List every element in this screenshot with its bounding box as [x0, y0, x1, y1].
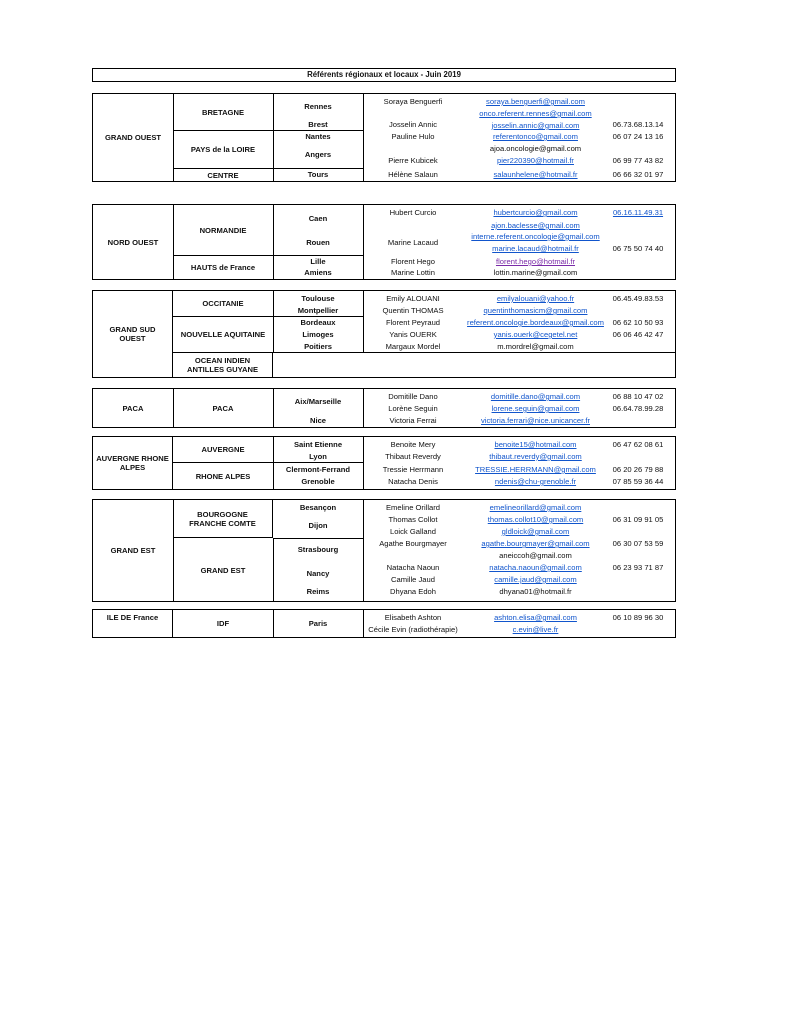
contact-email[interactable]: agathe.bourgmayer@gmail.com [481, 539, 590, 548]
subregion-name: NOUVELLE AQUITAINE [173, 317, 274, 353]
contact-phone: 06.64.78.99.28 [612, 404, 664, 413]
region-block-paca [92, 388, 676, 428]
contact-name: Emily ALOUANI [386, 294, 440, 303]
contact-name: Cécile Evin (radiothérapie) [368, 625, 458, 634]
city-label: Paris [308, 619, 328, 628]
contact-name: Victoria Ferrai [389, 416, 437, 425]
contact-name: Agathe Bourgmayer [379, 539, 447, 548]
contact-phone: 06 07 24 13 16 [612, 132, 664, 141]
contact-email[interactable]: thomas.collot10@gmail.com [487, 515, 584, 524]
subregion-name: NORMANDIE [173, 205, 274, 256]
city-label: Amiens [304, 268, 332, 277]
contact-name: Margaux Mordel [385, 342, 441, 351]
region-name: GRAND OUEST [93, 94, 174, 181]
city-label: Rennes [304, 102, 332, 111]
contact-phone: 06 20 26 79 88 [612, 465, 664, 474]
city-label: Angers [304, 150, 332, 159]
subregion-name: BRETAGNE [173, 94, 274, 131]
city-label: Lyon [309, 452, 327, 461]
contact-email[interactable]: gldloick@gmail.com [501, 527, 570, 536]
city-label: Rouen [306, 238, 330, 247]
contact-email[interactable]: ajon.baclesse@gmail.com [491, 221, 580, 230]
region-block-ile-de-france [92, 609, 676, 638]
contact-phone[interactable]: 06.16.11.49.31 [612, 208, 664, 217]
city-label: Limoges [302, 330, 334, 339]
city-label: Besançon [299, 503, 337, 512]
region-name: NORD OUEST [93, 205, 174, 279]
contact-email[interactable]: TRESSIE.HERRMANN@gmail.com [475, 465, 596, 474]
contact-name: Marine Lottin [391, 268, 435, 277]
contact-email[interactable]: ashton.elisa@gmail.com [494, 613, 577, 622]
city-label: Grenoble [301, 477, 335, 486]
contact-email[interactable]: camille.jaud@gmail.com [494, 575, 577, 584]
subregion-name: OCEAN INDIEN ANTILLES GUYANE [173, 353, 273, 377]
contact-name: Camille Jaud [391, 575, 435, 584]
contact-phone: 06 06 46 42 47 [612, 330, 664, 339]
contact-name: Domitille Dano [388, 392, 438, 401]
contact-email[interactable]: benoite15@hotmail.com [494, 440, 577, 449]
contact-email[interactable]: yanis.ouerk@cegetel.net [493, 330, 578, 339]
city-label: Nantes [305, 132, 331, 141]
city-label: Lille [310, 257, 326, 266]
subregion-name: PAYS de la LOIRE [173, 131, 274, 169]
contact-name: Florent Peyraud [385, 318, 441, 327]
subregion-name: IDF [173, 610, 274, 637]
contact-phone: 06.45.49.83.53 [612, 294, 664, 303]
region-block-grand-sud-ouest [92, 290, 676, 378]
contact-email[interactable]: soraya.benguerfi@gmail.com [486, 97, 585, 106]
contact-email[interactable]: onco.referent.rennes@gmail.com [479, 109, 592, 118]
contact-email[interactable]: interne.referent.oncologie@gmail.com [471, 232, 600, 241]
contact-name: Pierre Kubicek [388, 156, 438, 165]
city-label: Clermont-Ferrand [285, 465, 351, 474]
subregion-name: HAUTS de France [173, 256, 274, 279]
contact-email[interactable]: ajoa.oncologie@gmail.com [489, 144, 582, 153]
city-label: Caen [308, 214, 328, 223]
contact-phone: 06 47 62 08 61 [612, 440, 664, 449]
contact-phone: 06 99 77 43 82 [612, 156, 664, 165]
city-label: Saint Etienne [293, 440, 343, 449]
contact-email[interactable]: emilyalouani@yahoo.fr [496, 294, 575, 303]
contact-name: Lorène Seguin [388, 404, 438, 413]
contact-name: Loick Galland [389, 527, 436, 536]
contact-email[interactable]: victoria.ferrari@nice.unicancer.fr [481, 416, 590, 425]
city-label: Nice [309, 416, 327, 425]
region-block-grand-est [92, 499, 676, 602]
contact-name: Yanis OUERK [389, 330, 437, 339]
city-label: Tours [307, 170, 329, 179]
contact-phone: 06 75 50 74 40 [612, 244, 664, 253]
contact-phone: 06 66 32 01 97 [612, 170, 664, 179]
contact-name: Thibaut Reverdy [385, 452, 441, 461]
row-divider [173, 352, 675, 353]
contact-name: Natacha Naoun [386, 563, 440, 572]
contact-email[interactable]: thibaut.reverdy@gmail.com [489, 452, 582, 461]
contact-phone: 06 30 07 53 59 [612, 539, 664, 548]
subregion-name: RHONE ALPES [173, 463, 274, 489]
contact-phone: 07 85 59 36 44 [612, 477, 664, 486]
contact-email[interactable]: pier220390@hotmail.fr [497, 156, 574, 165]
contact-email[interactable]: lottin.marine@gmail.com [493, 268, 578, 277]
contact-phone: 06 10 89 96 30 [612, 613, 664, 622]
contact-name: Hélène Salaun [388, 170, 438, 179]
contact-name: Florent Hego [391, 257, 435, 266]
city-label: Dijon [308, 521, 328, 530]
region-name: ILE DE France [93, 610, 173, 637]
contact-name: Josselin Annic [388, 120, 438, 129]
city-label: Bordeaux [300, 318, 336, 327]
contact-email[interactable]: referentonco@gmail.com [493, 132, 578, 141]
subregion-name: PACA [173, 389, 274, 427]
contact-email[interactable]: aneiccoh@gmail.com [499, 551, 572, 560]
contact-phone: 06.73.68.13.14 [612, 120, 664, 129]
contact-phone: 06 88 10 47 02 [612, 392, 664, 401]
city-column [273, 205, 364, 256]
city-label: Brest [308, 120, 328, 129]
contact-name: Benoite Mery [390, 440, 436, 449]
contact-email[interactable]: emelineorillard@gmail.com [489, 503, 582, 512]
subregion-name: CENTRE [173, 169, 274, 181]
region-block-auvergne-rhone-alpes [92, 436, 676, 490]
city-label: Toulouse [301, 294, 335, 303]
contact-email[interactable]: m.mordrel@gmail.com [497, 342, 574, 351]
contact-name: Hubert Curcio [389, 208, 437, 217]
contact-email[interactable]: ndenis@chu-grenoble.fr [494, 477, 577, 486]
region-name: GRAND SUD OUEST [93, 291, 173, 377]
subregion-name: AUVERGNE [173, 437, 274, 463]
contact-email[interactable]: salaunhelene@hotmail.fr [493, 170, 578, 179]
contact-name: Dhyana Edoh [389, 587, 437, 596]
contact-email[interactable]: marine.lacaud@hotmail.fr [492, 244, 579, 253]
region-name: GRAND EST [93, 500, 174, 601]
contact-email[interactable]: hubertcurcio@gmail.com [493, 208, 578, 217]
contact-name: Quentin THOMAS [382, 306, 444, 315]
document-title: Référents régionaux et locaux - Juin 2019 [92, 68, 676, 82]
region-name: PACA [93, 389, 174, 427]
region-name: AUVERGNE RHONE ALPES [93, 437, 173, 489]
city-label: Poitiers [304, 342, 332, 351]
subregion-name: GRAND EST [173, 539, 274, 601]
contact-email[interactable]: lorene.seguin@gmail.com [491, 404, 580, 413]
subregion-name: OCCITANIE [173, 291, 274, 317]
contact-email[interactable]: domitille.dano@gmail.com [490, 392, 581, 401]
contact-email[interactable]: dhyana01@hotmail.fr [499, 587, 572, 596]
region-block-grand-ouest [92, 93, 676, 182]
contact-email[interactable]: quentinthomasicm@gmail.com [483, 306, 588, 315]
city-label: Reims [306, 587, 330, 596]
contact-name: Thomas Collot [388, 515, 438, 524]
contact-name: Elisabeth Ashton [384, 613, 442, 622]
subregion-name: BOURGOGNE FRANCHE COMTE [173, 500, 273, 538]
city-label: Nancy [306, 569, 330, 578]
contact-name: Marine Lacaud [387, 238, 439, 247]
contact-email[interactable]: natacha.naoun@gmail.com [489, 563, 582, 572]
city-label: Montpellier [297, 306, 339, 315]
contact-name: Natacha Denis [388, 477, 438, 486]
city-label: Aix/Marseille [294, 397, 342, 406]
contact-email[interactable]: c.evin@live.fr [512, 625, 559, 634]
contact-email[interactable]: florent.hego@hotmail.fr [495, 257, 576, 266]
contact-phone: 06 23 93 71 87 [612, 563, 664, 572]
city-label: Strasbourg [297, 545, 339, 554]
contact-phone: 06 62 10 50 93 [612, 318, 664, 327]
contact-email[interactable]: josselin.annic@gmail.com [491, 121, 580, 130]
contact-name: Emeline Orillard [385, 503, 441, 512]
contact-email[interactable]: referent.oncologie.bordeaux@gmail.com [467, 318, 604, 327]
contact-name: Tressie Herrmann [382, 465, 444, 474]
contact-name: Pauline Hulo [391, 132, 435, 141]
region-block-nord-ouest [92, 204, 676, 280]
contact-name: Soraya Benguerfi [383, 97, 443, 106]
contact-phone: 06 31 09 91 05 [612, 515, 664, 524]
